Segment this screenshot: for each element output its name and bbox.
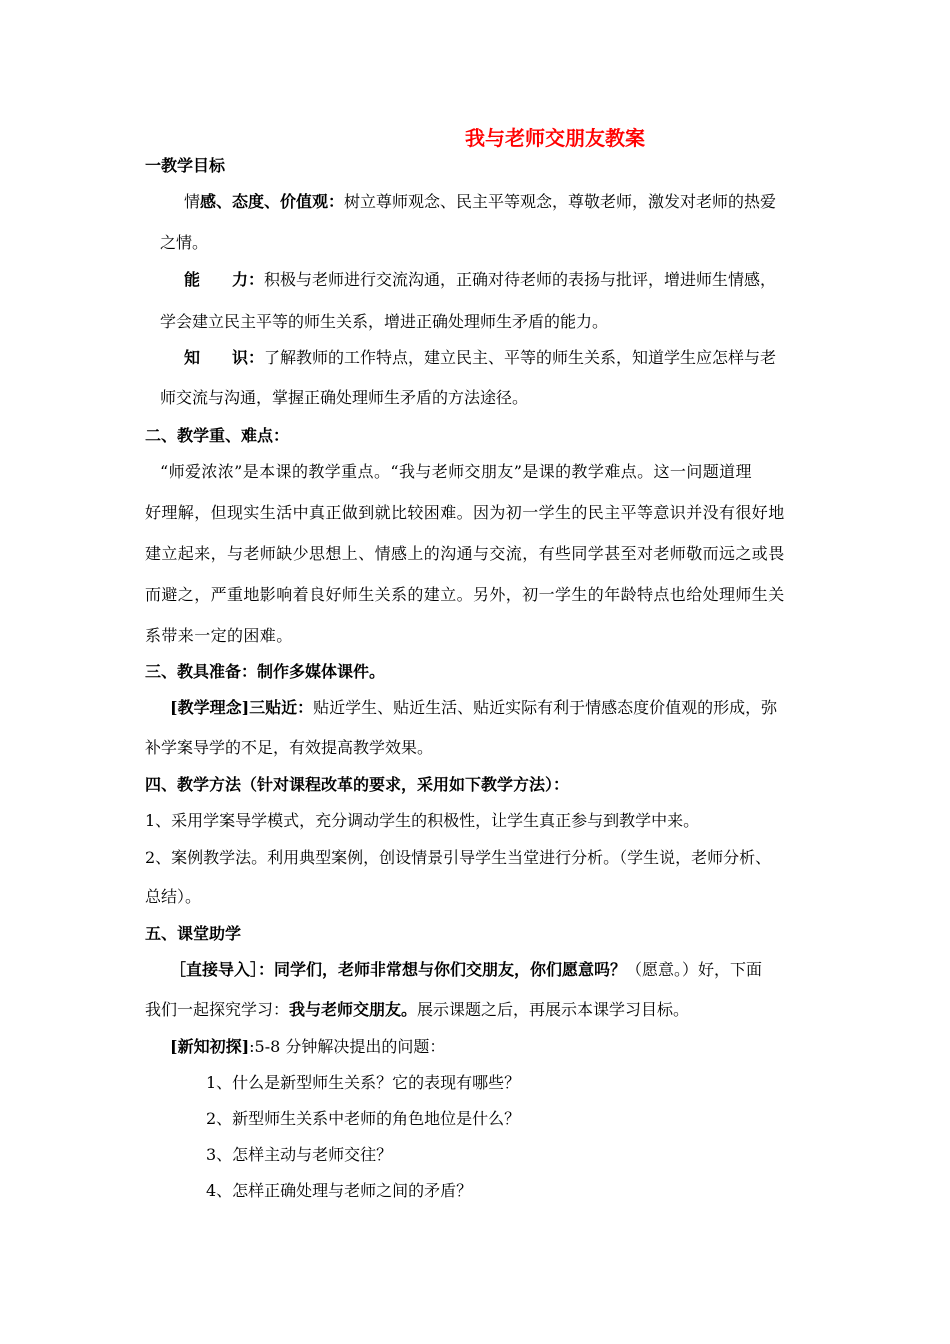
emotion-text: 树立尊师观念、民主平等观念，尊敬老师，激发对老师的热爱 [344, 192, 777, 211]
intro-line2-b: 展示课题之后，再展示本课学习目标。 [417, 1000, 690, 1019]
intro-line2-a: 我们一起探究学习： [145, 1000, 290, 1019]
emotion-paragraph-line-1 [184, 192, 776, 212]
ability-text: 积极与老师进行交流沟通，正确对待老师的表扬与批评，增进师生情感， [264, 270, 777, 289]
intro-rest-text: （愿意。）好，下面 [626, 960, 763, 979]
focus-paragraph-line-5: 系带来一定的困难。 [145, 626, 293, 645]
concept-label: [教学理念]三贴近 [170, 698, 298, 717]
concept-paragraph-line-1 [170, 698, 777, 718]
focus-paragraph-line-3: 建立起来，与老师缺少思想上、情感上的沟通与交流，有些同学甚至对老师敬而远之或畏 [145, 544, 785, 563]
question-2: 2、新型师生关系中老师的角色地位是什么？ [206, 1109, 521, 1128]
emotion-paragraph-line-2: 之情。 [160, 233, 209, 252]
knowledge-paragraph-line-2: 师交流与沟通，掌握正确处理师生矛盾的方法途径。 [160, 388, 529, 407]
section-3-heading: 三、教具准备：制作多媒体课件。 [145, 662, 386, 681]
concept-colon: ： [297, 698, 314, 717]
ability-label: 能 力 [184, 270, 249, 289]
new-knowledge-line [170, 1037, 445, 1057]
new-knowledge-label: [新知初探] [170, 1037, 250, 1056]
focus-paragraph-line-4: 而避之，严重地影响着良好师生关系的建立。另外，初一学生的年龄特点也给处理师生关 [145, 585, 785, 604]
focus-paragraph-line-2: 好理解，但现实生活中真正做到就比较困难。因为初一学生的民主平等意识并没有很好地 [145, 503, 785, 522]
concept-paragraph-line-2: 补学案导学的不足，有效提高教学效果。 [145, 738, 434, 757]
intro-paragraph-line-2 [145, 1000, 689, 1020]
method-item-2-line-1: 2、案例教学法。利用典型案例，创设情景引导学生当堂进行分析。（学生说，老师分析、 [145, 848, 772, 867]
emotion-colon: ： [328, 192, 345, 211]
knowledge-text: 了解教师的工作特点，建立民主、平等的师生关系，知道学生应怎样与老 [264, 348, 777, 367]
emotion-label-a: 情 [184, 192, 201, 211]
intro-paragraph-line-1 [170, 960, 762, 980]
intro-bold-text: ：同学们，老师非常想与你们交朋友，你们愿意吗？ [258, 960, 627, 979]
focus-paragraph-line-1: “师爱浓浓”是本课的教学重点。“我与老师交朋友”是课的教学难点。这一问题道理 [160, 462, 752, 481]
section-1-heading: 一教学目标 [145, 156, 226, 175]
ability-colon: ： [248, 270, 265, 289]
ability-paragraph-line-2: 学会建立民主平等的师生关系，增进正确处理师生矛盾的能力。 [160, 312, 609, 331]
question-3: 3、怎样主动与老师交往？ [206, 1145, 393, 1164]
method-item-2-line-2: 总结）。 [145, 887, 202, 906]
question-4: 4、怎样正确处理与老师之间的矛盾？ [206, 1181, 473, 1200]
knowledge-paragraph-line-1 [184, 348, 776, 368]
new-knowledge-text: :5-8 分钟解决提出的问题： [249, 1037, 446, 1056]
emotion-label-b: 感、态度、价值观 [200, 192, 329, 211]
concept-text: 贴近学生、贴近生活、贴近实际有利于情感态度价值观的形成，弥 [313, 698, 778, 717]
method-item-1: 1、采用学案导学模式，充分调动学生的积极性，让学生真正参与到教学中来。 [145, 811, 700, 830]
knowledge-label: 知 识 [184, 348, 249, 367]
section-5-heading: 五、课堂助学 [145, 924, 242, 943]
document-title: 我与老师交朋友教案 [465, 126, 645, 150]
intro-label: ［直接导入］ [170, 960, 259, 979]
ability-paragraph-line-1 [184, 270, 776, 290]
intro-line2-bold: 我与老师交朋友。 [289, 1000, 418, 1019]
question-1: 1、什么是新型师生关系？它的表现有哪些？ [206, 1073, 521, 1092]
knowledge-colon: ： [248, 348, 265, 367]
section-4-heading: 四、教学方法（针对课程改革的要求，采用如下教学方法）： [145, 775, 570, 794]
section-2-heading: 二、教学重、难点： [145, 426, 290, 445]
